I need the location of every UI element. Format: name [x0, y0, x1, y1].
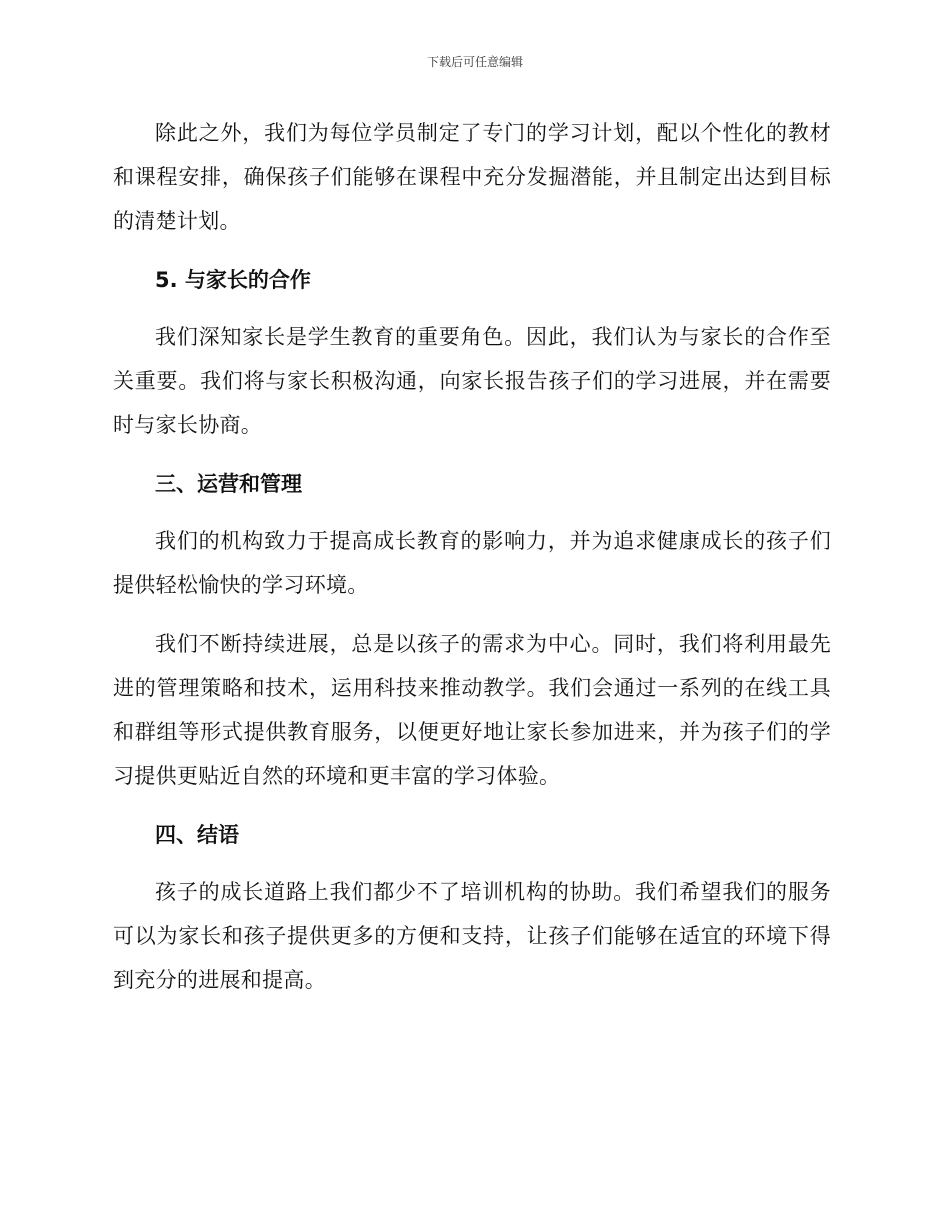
paragraph-operations-technology: 我们不断持续进展，总是以孩子的需求为中心。同时，我们将利用最先进的管理策略和技术，运用科技来推动教学。我们会通过一系列的在线工具和群组等形式提供教育服务，以便更好地让家长参加进来，并为孩子们的学习提供更贴近自然的环境和更丰富的学习体验。	[113, 632, 831, 788]
paragraph-study-plan: 除此之外，我们为每位学员制定了专门的学习计划，配以个性化的教材和课程安排，确保孩子们能够在课程中充分发掘潜能，并且制定出达到目标的清楚计划。	[113, 121, 831, 233]
paragraph-conclusion: 孩子的成长道路上我们都少不了培训机构的协助。我们希望我们的服务可以为家长和孩子提供更多的方便和支持，让孩子们能够在适宜的环境下得到充分的进展和提高。	[113, 880, 831, 992]
document-body	[113, 111, 831, 1017]
paragraph-operations-mission: 我们的机构致力于提高成长教育的影响力，并为追求健康成长的孩子们提供轻松愉快的学习环境。	[113, 529, 831, 597]
section-heading-operations: 三、运营和管理	[155, 472, 302, 496]
paragraph-parent-cooperation: 我们深知家长是学生教育的重要角色。因此，我们认为与家长的合作至关重要。我们将与家长积极沟通，向家长报告孩子们的学习进展，并在需要时与家长协商。	[113, 325, 831, 437]
section-heading-conclusion: 四、结语	[155, 823, 239, 847]
section-heading-parent-cooperation: 5. 与家长的合作	[155, 268, 311, 292]
page-header-note: 下载后可任意编辑	[426, 55, 523, 69]
